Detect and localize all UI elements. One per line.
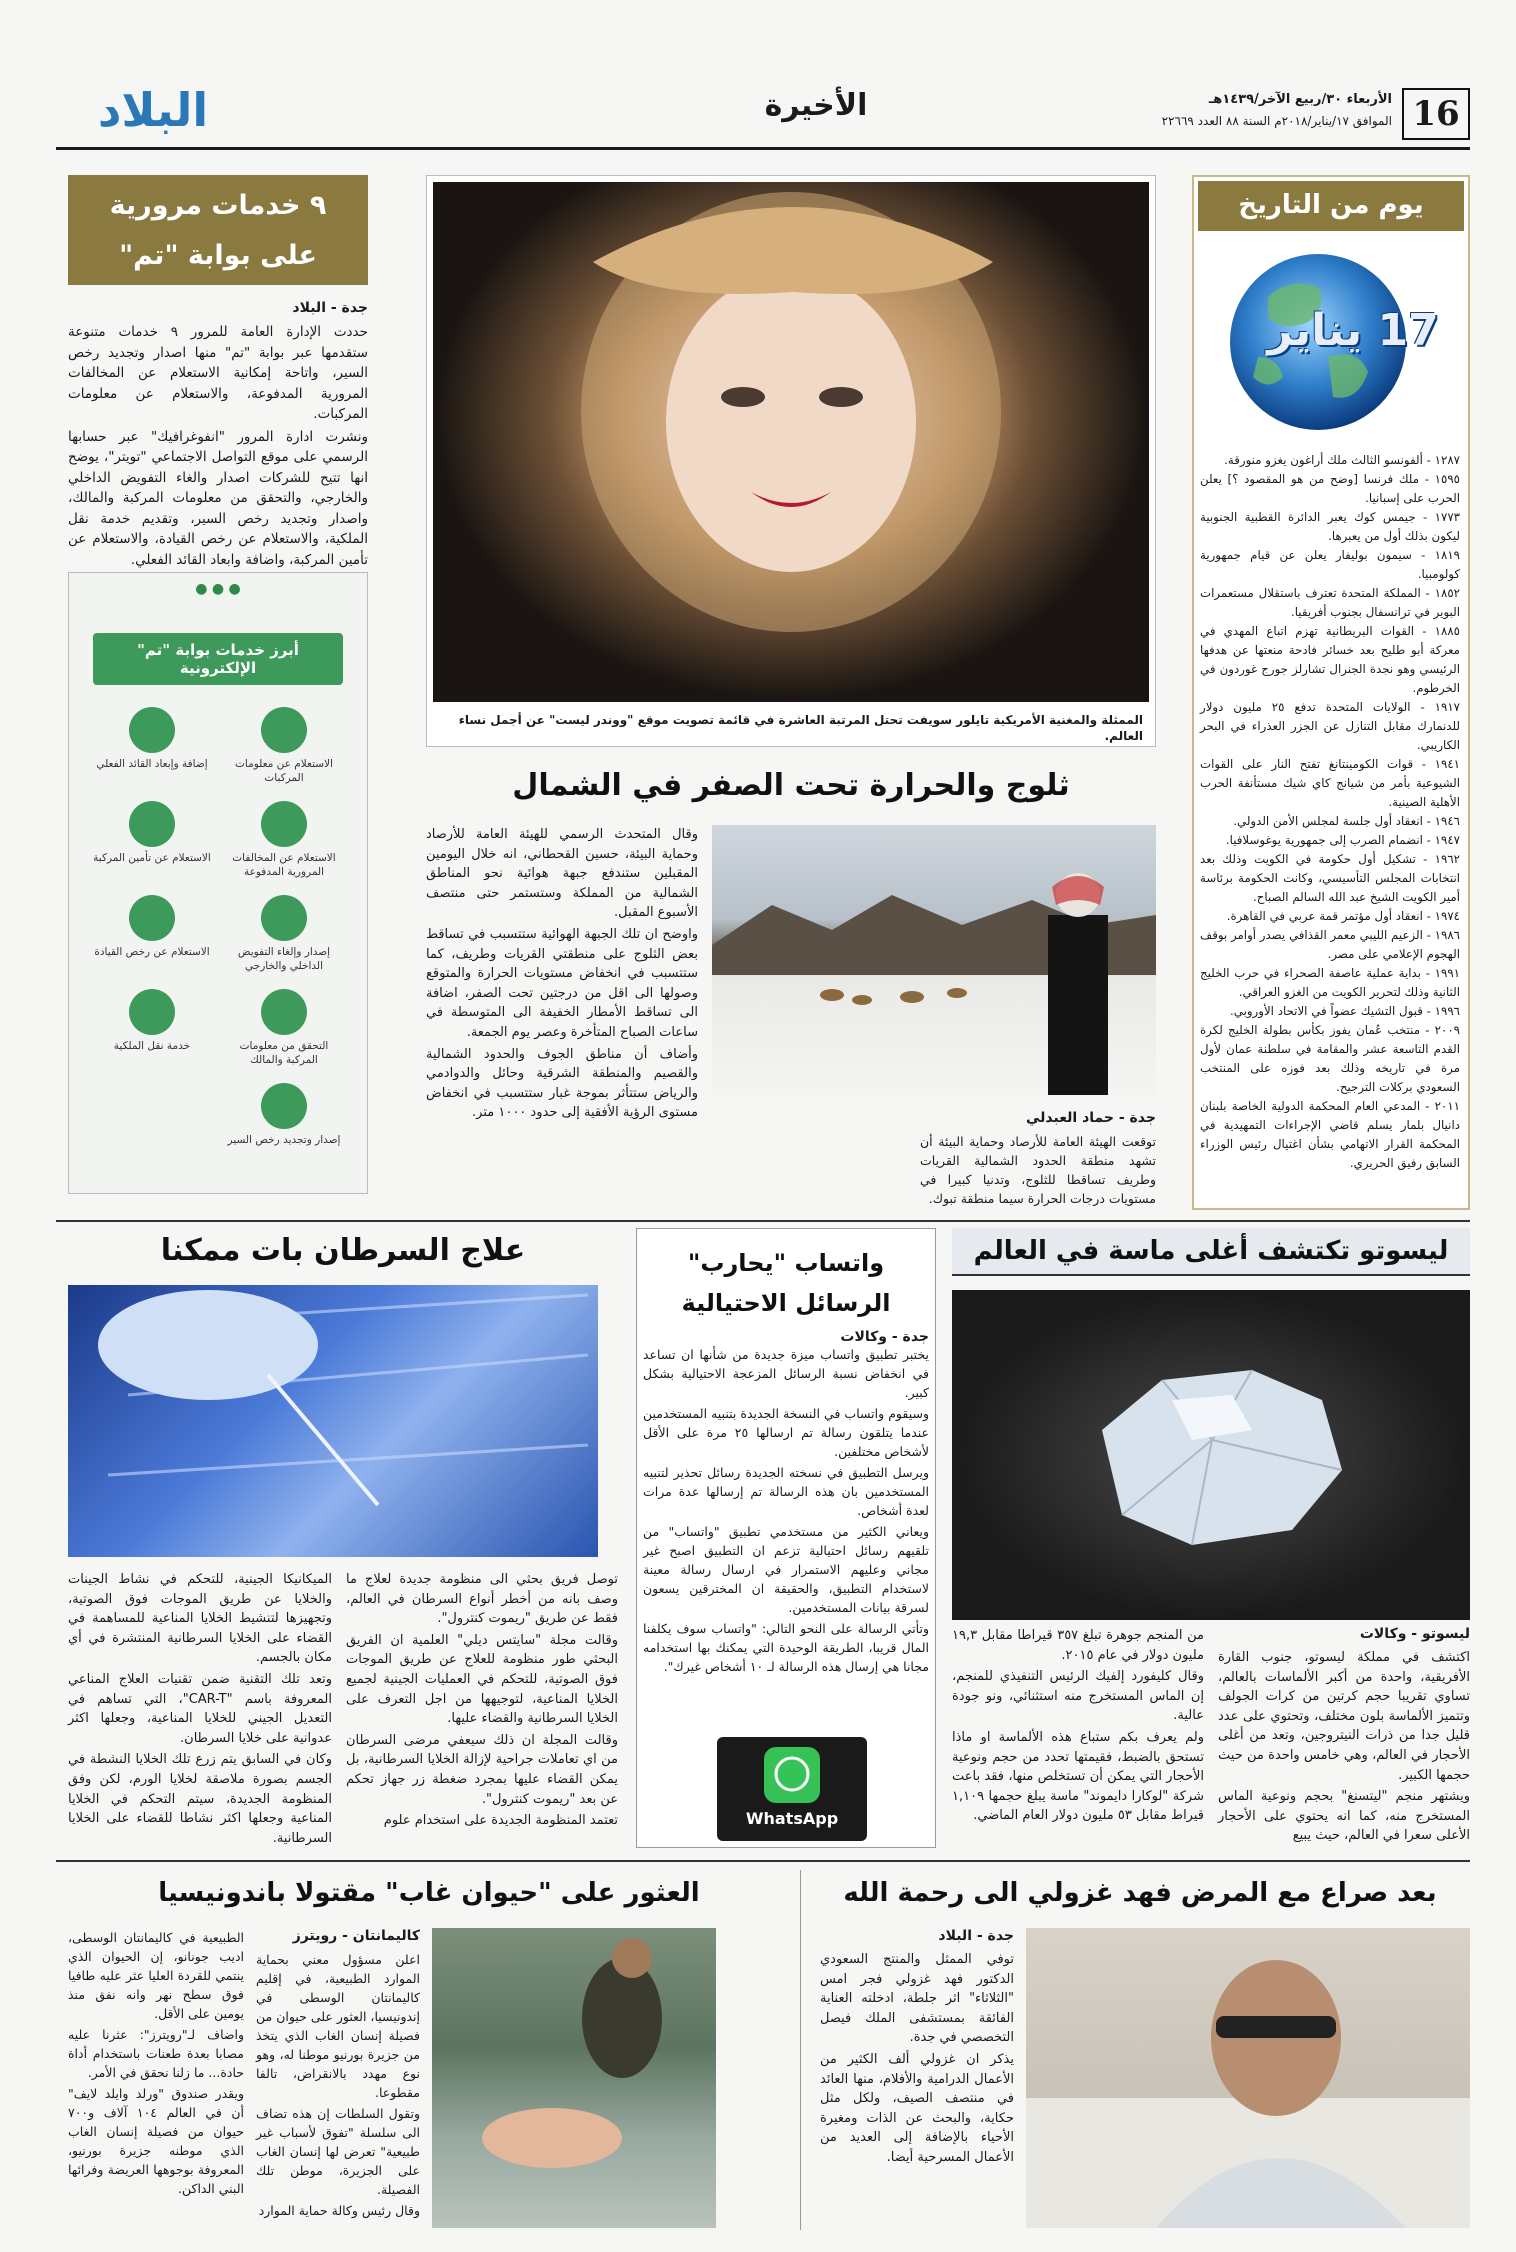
infographic-item	[223, 989, 345, 1067]
lesotho-headline: ليسوتو تكتشف أغلى ماسة في العالم	[952, 1228, 1470, 1276]
whatsapp-icon	[762, 1745, 822, 1805]
infographic-item-label: الاستعلام عن رخص القيادة	[94, 946, 210, 958]
snow-headline: ثلوج والحرارة تحت الصفر في الشمال	[512, 768, 1070, 803]
section-title: الأخيرة	[764, 88, 868, 123]
history-event: ١٩١٧ - الولايات المتحدة تدفع ٢٥ مليون دولار للدنمارك مقابل التنازل عن الجزر العذراء في البحر الكاريبي.	[1200, 700, 1460, 752]
whatsapp-headline: واتساب "يحارب" الرسائل الاحتيالية	[681, 1249, 891, 1317]
animal-paragraph: وتقول السلطات إن هذه تضاف الى سلسلة "تفوق لأسباب غير طبيعية" تعرض لها إنسان الغاب على الجزيرة، موطن تلك الفصيلة.	[256, 2106, 420, 2197]
service-icon	[261, 1083, 307, 1129]
history-header: يوم من التاريخ	[1198, 181, 1464, 231]
cancer-body-a	[346, 1570, 618, 1833]
whatsapp-wordmark: WhatsApp	[745, 1809, 839, 1828]
whatsapp-logo	[717, 1737, 867, 1841]
services-paragraph: ونشرت ادارة المرور "انفوغرافيك" عبر حسابها الرسمي على موقع التواصل الاجتماعي "تويتر"، يوضح انها تتيح للشركات اصدار والغاء التفويض الداخلي والخارجي، والتحقق من معلومات المركبة والمالك، واصدار وتجديد رخص السير، وتقديم خدمة نقل الملكية، والاستعلام عن رخص القيادة، والاستعلام عن تأمين المركبة، واضافة وابعاد القائد الفعلي.	[68, 428, 368, 568]
infographic-item	[91, 707, 213, 785]
infographic-seals: ● ● ●	[195, 581, 241, 597]
whatsapp-paragraph: وسيقوم واتساب في النسخة الجديدة بتنبيه المستخدمين عندما يتلقون رسالة تم ارسالها ٢٥ مرة على الأقل لأشخاص مختلفين.	[643, 1406, 929, 1459]
date-hijri: الأربعاء ٣٠/ربيع الآخر/١٤٣٩هـ	[1208, 92, 1392, 107]
infographic-item-label: إضافة وإبعاد القائد الفعلي	[96, 758, 208, 770]
ghazouli-paragraph: توفي الممثل والمنتج السعودي الدكتور فهد غزولي فجر امس "الثلاثاء" اثر جلطة، ادخلته العناية الفائقة بمستشفى الملك فيصل التخصصي في جدة.	[820, 1952, 1014, 2046]
swift-caption: الممثلة والمغنية الأمريكية تايلور سويفت تحتل المرتبة العاشرة في قائمة تصويت موقع "ووندر ليست" عن أجمل نساء العالم.	[458, 713, 1143, 743]
snow-body	[426, 825, 698, 1125]
service-icon	[129, 801, 175, 847]
service-icon	[261, 801, 307, 847]
cancer-body-b	[68, 1570, 332, 1850]
whatsapp-body	[643, 1345, 929, 1676]
services-headline-box	[68, 175, 368, 285]
ghazouli-body	[820, 1950, 1014, 2170]
infographic	[68, 572, 368, 1194]
divider-vertical	[800, 1870, 801, 2230]
divider-bottom	[56, 1860, 1470, 1862]
service-icon	[261, 895, 307, 941]
animal-byline: كاليمانتان - رويترز	[292, 1928, 420, 1944]
animal-photo	[432, 1928, 716, 2228]
whatsapp-paragraph: يختبر تطبيق واتساب ميزة جديدة من شأنها ان تساعد في انخفاض نسبة الرسائل المزعجة الاحتيالية بشكل كبير.	[643, 1347, 929, 1400]
history-event: ٢٠١١ - المدعي العام المحكمة الدولية الخاصة بلبنان دانيال بلمار يسلم قاضي الإجراءات التمهيدية في المحكمة القرار الاتهامي بشأن اغتيال رئيس الوزراء السابق رفيق الحريري.	[1200, 1099, 1460, 1170]
animal-headline: العثور على "حيوان غاب" مقتولا باندونيسيا	[158, 1878, 700, 1908]
snow-byline: جدة - حماد العبدلي	[1026, 1110, 1156, 1126]
lesotho-byline: ليسوتو - وكالات	[1359, 1626, 1470, 1642]
whatsapp-paragraph: ويعاني الكثير من مستخدمي تطبيق "واتساب" من تلقيهم رسائل احتيالية تزعم ان التطبيق اصبح غير مجاني وعليهم الاستمرار في ارسال رسالة معينة لاستخدام التطبيق، والحقيقة ان المخترقين يسعون لسرقة بيانات المستخدمين.	[643, 1524, 929, 1615]
infographic-item-label: الاستعلام عن معلومات المركبات	[235, 758, 333, 784]
history-event: ١٩٧٤ - انعقاد أول مؤتمر قمة عربي في القاهرة.	[1226, 909, 1460, 923]
snow-photo	[712, 825, 1156, 1095]
infographic-item-label: إصدار وإلغاء التفويض الداخلي والخارجي	[237, 946, 331, 972]
services-body	[68, 322, 368, 572]
history-event: ١٩٦٢ - تشكيل أول حكومة في الكويت وذلك بعد انتخابات المجلس التأسيسي، وكانت الحكومة برئاسة أمير الكويت الشيخ عبد الله السالم الصباح.	[1200, 852, 1460, 904]
infographic-item	[223, 801, 345, 879]
whatsapp-paragraph: وتأتي الرسالة على النحو التالي: "واتساب سوف يكلفنا المال قريبا، الطريقة الوحيدة التي يمكنك بها استخدامه مجانا هي إرسال هذه الرسالة لـ ١٠ أشخاص غيرك".	[643, 1621, 929, 1674]
history-event: ١٨١٩ - سيمون بوليفار يعلن عن قيام جمهورية كولومبيا.	[1200, 548, 1460, 581]
newspaper-logo: البلاد	[97, 83, 209, 137]
infographic-item	[91, 989, 213, 1067]
lesotho-body-b	[952, 1626, 1204, 1828]
lesotho-body-a	[1218, 1648, 1470, 1848]
history-event: ٢٠٠٩ - منتخب عُمان يفوز بكأس بطولة الخليج لكرة القدم التاسعة عشر والمقامة في سلطنة عمان لأول مرة في تاريخه وذلك بعد فوزه على المنتخب السعودي بركلات الترجيح.	[1200, 1023, 1460, 1094]
whatsapp-byline: جدة - وكالات	[840, 1329, 929, 1345]
infographic-item-label: الاستعلام عن تأمين المركبة	[93, 852, 211, 864]
whatsapp-paragraph: ويرسل التطبيق في نسخته الجديدة رسائل تحذير لتنبيه المستخدمين بان هذه الرسالة تم إرسالها عدة مرات لعدة أشخاص.	[643, 1465, 929, 1518]
history-event: ١٩٨٦ - الزعيم الليبي معمر القذافي يصدر أوامر بوقف الهجوم الإعلامي على مصر.	[1199, 928, 1460, 961]
ghazouli-paragraph: يذكر ان غزولي ألف الكثير من الأعمال الدرامية والأفلام، منها العائد في منتصف الصيف، ولكل مثل حكاية، والبحث عن الذات ومغيرة الأحياء بالإضافة إلى العديد من الأعمال المسرحية أيضا.	[820, 2051, 1014, 2165]
whatsapp-box	[636, 1228, 936, 1848]
page-number: 16	[1402, 88, 1470, 140]
snow-paragraph: وقال المتحدث الرسمي للهيئة العامة للأرصاد وحماية البيئة، حسين القحطاني، انه خلال اليومين المقبلين ستندفع جبهة هوائية نحو المناطق الشمالية من المملكة وستستمر حتى منتصف الأسبوع المقبل.	[426, 827, 698, 921]
cancer-paragraph: وقالت مجلة "سايتس ديلي" العلمية ان الفريق البحثي طور منظومة للعلاج عن طريق الموجات فوق الصوتية، للتحكم في العمليات الجينية لجميع الخلايا المناعية، لتوجيهها من اجل التعرف على الخلايا السرطانية والقضاء عليها.	[346, 1632, 618, 1727]
history-event: ١٢٨٧ - ألفونسو الثالث ملك أراغون يغزو منورقة.	[1224, 453, 1460, 467]
history-event: ١٩٩١ - بداية عملية عاصفة الصحراء في حرب الخليج الثانية وذلك لتحرير الكويت من الغزو العراقي.	[1200, 966, 1460, 999]
infographic-item	[91, 801, 213, 879]
infographic-item	[223, 707, 345, 785]
animal-paragraph: اعلن مسؤول معني بحماية الموارد الطبيعية، في إقليم كاليمانتان الوسطى في إندونيسيا، العثور على حيوان من فصيلة إنسان الغاب الذي يتخذ من جزيرة بورنيو موطنا له، وهو نوع مهدد بالانقراض، تالفا مقطوعا.	[256, 1952, 420, 2100]
globe-date-text: 17 يناير	[1267, 305, 1439, 356]
snow-paragraph: وأضاف أن مناطق الجوف والحدود الشمالية والقصيم والمنطقة الشرقية وحائل والدوادمي والرياض ستتأثر بموجة غبار ستتسبب في انخفاض مستوى الرؤية الأفقية إلى حدود ١٠٠٠ متر.	[426, 1046, 698, 1121]
lesotho-paragraph: ولم يعرف بكم ستباع هذه الألماسة او ماذا تستحق بالضبط، فقيمتها تحدد من حجم ونوعية الأحجار التي يمكن أن تستخلص منها، فقد باعت شركة "لوكارا دايموند" ماسة يبلغ حجمها ١,١٠٩ قيراط مقابل ٥٣ مليون دولار العام الماضي.	[952, 1729, 1204, 1824]
divider-mid	[56, 1220, 1470, 1222]
animal-body-b	[68, 1928, 244, 2200]
services-byline: جدة - البلاد	[292, 300, 368, 316]
cancer-paragraph: وقالت المجلة ان ذلك سيعفي مرضى السرطان من اي تعاملات جراحية لإزالة الخلايا السرطانية، بل يمكن القضاء عليها بمجرد ضغطة زر جهاز تحكم عن بعد "ريموت كنترول".	[346, 1732, 618, 1807]
services-paragraph: حددت الإدارة العامة للمرور ٩ خدمات متنوعة ستقدمها عبر بوابة "تم" منها اصدار وتجديد رخص السير، واتاحة إمكانية الاستعلام عن المخالفات المرورية المدفوعة، والاستعلام عن معلومات المركبات.	[68, 324, 368, 422]
lesotho-paragraph: وقال كليفورد إلفيك الرئيس التنفيذي للمنجم، إن الماس المستخرج منه استثنائي، ونو جودة عالية.	[952, 1669, 1204, 1724]
animal-body-a	[256, 1950, 420, 2222]
service-icon	[261, 707, 307, 753]
masthead	[56, 80, 1470, 150]
cancer-paragraph: وكان في السابق يتم زرع تلك الخلايا النشطة في الجسم بصورة ملاصقة لخلايا الورم، لكن وفق المنظومة الجديدة، سيتم التحكم في الخلايا المناعية وجعلها اكثر نشاطا للقضاء على الخلايا السرطانية.	[68, 1752, 332, 1846]
lesotho-paragraph: من المنجم جوهرة تبلغ ٣٥٧ قيراطا مقابل ١٩,٣ مليون دولار في عام ٢٠١٥.	[952, 1628, 1204, 1663]
services-headline: ٩ خدمات مرورية على بوابة "تم"	[109, 190, 327, 271]
lesotho-paragraph: ويشتهر منجم "ليتسنغ" بحجم ونوعية الماس المستخرج منه، كما انه يحتوي على الأحجار الأعلى سعرا في العالم، حيث يبيع	[1218, 1789, 1470, 1844]
history-box	[1192, 175, 1470, 1210]
history-event: ١٧٧٣ - جيمس كوك يعبر الدائرة القطبية الجنوبية ليكون بذلك أول من يعبرها.	[1200, 510, 1460, 543]
diamond-photo	[952, 1290, 1470, 1620]
infographic-grid	[69, 685, 367, 1147]
ghazouli-photo	[1026, 1928, 1470, 2228]
history-event: ١٩٤٧ - انضمام الصرب إلى جمهورية يوغوسلافيا.	[1225, 833, 1460, 847]
cancer-paragraph: توصل فريق بحثي الى منظومة جديدة لعلاج ما وصف بانه من أخطر أنواع السرطان في العالم، فقط عن طريق "ريموت كنترول".	[346, 1572, 618, 1627]
history-event: ١٩٩٦ - قبول التشيك عضواً في الاتحاد الأوروبي.	[1229, 1004, 1460, 1018]
cancer-headline: علاج السرطان بات ممكنا	[160, 1233, 526, 1268]
ghazouli-byline: جدة - البلاد	[938, 1928, 1014, 1944]
infographic-item	[91, 895, 213, 973]
history-event: ١٨٨٥ - القوات البريطانية تهزم اتباع المهدي في معركة أبو طليح بعد خسائر فادحة منعتها عن هدفها الرئيسي وهو نجدة الجنرال تشارلز جورج غوردون في الخرطوم.	[1200, 624, 1460, 695]
history-event: ١٨٥٢ - المملكة المتحدة تعترف باستقلال مستعمرات البوير في ترانسفال بجنوب أفريقيا.	[1200, 586, 1460, 619]
infographic-item	[223, 1083, 345, 1147]
history-event: ١٥٩٥ - ملك فرنسا [وضح من هو المقصود ؟] يعلن الحرب على إسبانيا.	[1200, 472, 1460, 505]
infographic-title: أبرز خدمات بوابة "تم" الإلكترونية	[93, 633, 343, 685]
infographic-item-label: خدمة نقل الملكية	[113, 1040, 191, 1052]
infographic-item-label: التحقق من معلومات المركبة والمالك	[239, 1040, 329, 1066]
infographic-item-label: الاستعلام عن المخالفات المرورية المدفوعة	[232, 852, 336, 878]
date-gregorian: الموافق ١٧/يناير/٢٠١٨م السنة ٨٨ العدد ٢٢٦٦٩	[1161, 114, 1392, 128]
history-events	[1198, 447, 1464, 1173]
swift-photo-frame	[426, 175, 1156, 747]
snow-paragraph: واوضح ان تلك الجبهة الهوائية ستتسبب في تساقط بعض الثلوج على منطقتي القريات وطريف، كما ستتسبب في انخفاض مستويات الحرارة والمتوقع وصولها الى اقل من درجتين تحت الصفر، اضافة الى تساقط الأمطار الخفيفة الى المتوسطة في ساعات الصباح المتأخرة وعصر يوم الجمعة.	[426, 926, 698, 1040]
infographic-item	[223, 895, 345, 973]
service-icon	[129, 895, 175, 941]
animal-paragraph: ويقدر صندوق "ورلد وايلد لايف" أن في العالم ١٠٤ آلاف و٧٠٠ حيوان من فصيلة إنسان الغاب الذي موطنه جزيرة بورنيو، المعروفة بوجوهها العريضة وفرائها البني الداكن.	[68, 2086, 244, 2196]
lesotho-paragraph: اكتشف في مملكة ليسوتو، جنوب القارة الأفريقية، واحدة من أكبر الألماسات بالعالم، تساوي تقريبا حجم كرتين من كرات الجولف وتتميز الألماسة بلون مختلف، وتحتوي على عدد قليل جدا من ذرات النيتروجين، وتعد من أغلى الأحجار في العالم، وهي خامس واحدة من حيث حجمها الكبير.	[1218, 1650, 1470, 1783]
cancer-paragraph: الميكانيكا الجينية، للتحكم في نشاط الجينات والخلايا عن طريق الموجات فوق الصوتية، وتجهيزها لتنشيط الخلايا المناعية للمساهمة في القضاء على الخلايا السرطانية المنتشرة في أي مكان بالجسم.	[68, 1572, 332, 1666]
service-icon	[129, 707, 175, 753]
service-icon	[261, 989, 307, 1035]
cancer-paragraph: تعتمد المنظومة الجديدة على استخدام علوم	[383, 1813, 618, 1829]
animal-paragraph: واضاف لـ"رويترز": عثرنا عليه مصابا بعدة طعنات باستخدام أداة حادة... ما زلنا نحقق في الأمر.	[68, 2027, 244, 2080]
swift-photo	[433, 182, 1149, 702]
cancer-paragraph: وتعد تلك التقنية ضمن تقنيات العلاج المناعي المعروفة باسم "CAR-T"، التي تساهم في التعديل الجيني للخلايا المناعية، وجعلها اكثر عدوانية على خلايا السرطان.	[68, 1671, 332, 1746]
animal-paragraph: الطبيعية في كاليمانتان الوسطى، اديب جونانو، إن الحيوان الذي ينتمي للقردة العليا عثر عليه طافيا فوق سطح نهر وانه نفق منذ يومين على الأقل.	[68, 1930, 244, 2021]
ghazouli-headline: بعد صراع مع المرض فهد غزولي الى رحمة الله	[843, 1878, 1437, 1908]
service-icon	[129, 989, 175, 1035]
animal-paragraph: وقال رئيس وكالة حماية الموارد	[258, 2203, 420, 2218]
infographic-item-label: إصدار وتجديد رخص السير	[227, 1134, 341, 1146]
globe-graphic	[1198, 237, 1464, 447]
snow-intro: توقعت الهيئة العامة للأرصاد وحماية البيئة أن تشهد منطقة الحدود الشمالية القريات وطريف تساقطا للثلوج، وتدنيا كبيرا في مستويات درجات الحرارة سيما منطقة تبوك.	[920, 1134, 1156, 1206]
history-event: ١٩٤١ - قوات الكومينتانغ تفتح النار على القوات الشيوعية بأمر من شيانج كاي شيك مستأنفة الحرب الأهلية الصينية.	[1200, 757, 1460, 809]
cancer-photo	[68, 1285, 598, 1557]
history-event: ١٩٤٦ - انعقاد أول جلسة لمجلس الأمن الدولي.	[1233, 814, 1460, 828]
